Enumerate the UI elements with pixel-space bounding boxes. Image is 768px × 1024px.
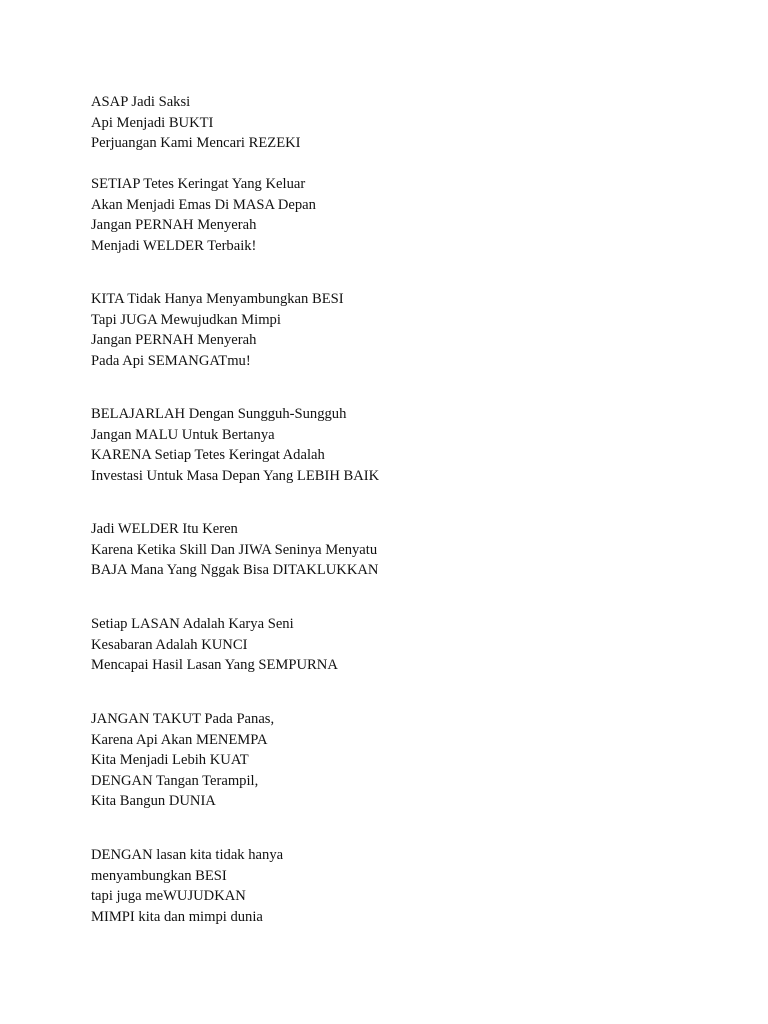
text-line: Pada Api SEMANGATmu! bbox=[91, 352, 251, 369]
text-line: ASAP Jadi Saksi bbox=[91, 94, 191, 110]
text-line: Jangan MALU Untuk Bertanya bbox=[91, 426, 275, 443]
text-line: Karena Ketika Skill Dan JIWA Seninya Menyatu bbox=[91, 541, 378, 558]
text-line: Perjuangan Kami Mencari REZEKI bbox=[91, 135, 301, 152]
stanza bbox=[91, 845, 283, 927]
text-line: tapi juga meWUJUDKAN bbox=[91, 888, 246, 905]
text-line: BELAJARLAH Dengan Sungguh-Sungguh bbox=[91, 406, 347, 422]
text-line: MIMPI kita dan mimpi dunia bbox=[91, 908, 263, 925]
text-line: Kita Bangun DUNIA bbox=[91, 793, 216, 810]
text-line: KITA Tidak Hanya Menyambungkan BESI bbox=[91, 291, 344, 307]
text-line: Investasi Untuk Masa Depan Yang LEBIH BAIK bbox=[91, 467, 380, 484]
stanza bbox=[91, 92, 301, 154]
stanza bbox=[91, 174, 316, 256]
text-line: DENGAN Tangan Terampil, bbox=[91, 772, 259, 789]
text-line: JANGAN TAKUT Pada Panas, bbox=[91, 711, 275, 727]
text-line: Karena Api Akan MENEMPA bbox=[91, 731, 268, 748]
text-line: Api Menjadi BUKTI bbox=[91, 114, 214, 131]
stanza bbox=[91, 709, 274, 812]
text-line: DENGAN lasan kita tidak hanya bbox=[91, 847, 284, 863]
text-line: Jadi WELDER Itu Keren bbox=[91, 521, 238, 537]
text-line: Jangan PERNAH Menyerah bbox=[91, 332, 257, 349]
text-line: Mencapai Hasil Lasan Yang SEMPURNA bbox=[91, 657, 338, 674]
text-line: Kita Menjadi Lebih KUAT bbox=[91, 752, 249, 769]
stanza bbox=[91, 289, 344, 371]
text-line: menyambungkan BESI bbox=[91, 867, 227, 884]
text-line: Setiap LASAN Adalah Karya Seni bbox=[91, 616, 294, 632]
stanza bbox=[91, 404, 379, 486]
text-line: BAJA Mana Yang Nggak Bisa DITAKLUKKAN bbox=[91, 562, 379, 579]
text-line: SETIAP Tetes Keringat Yang Keluar bbox=[91, 176, 306, 192]
text-line: KARENA Setiap Tetes Keringat Adalah bbox=[91, 447, 325, 464]
text-line: Tapi JUGA Mewujudkan Mimpi bbox=[91, 311, 281, 328]
stanza bbox=[91, 614, 338, 676]
text-line: Kesabaran Adalah KUNCI bbox=[91, 636, 248, 653]
text-line: Akan Menjadi Emas Di MASA Depan bbox=[91, 196, 316, 213]
text-line: Menjadi WELDER Terbaik! bbox=[91, 237, 257, 254]
text-line: Jangan PERNAH Menyerah bbox=[91, 217, 257, 234]
stanza bbox=[91, 519, 378, 581]
